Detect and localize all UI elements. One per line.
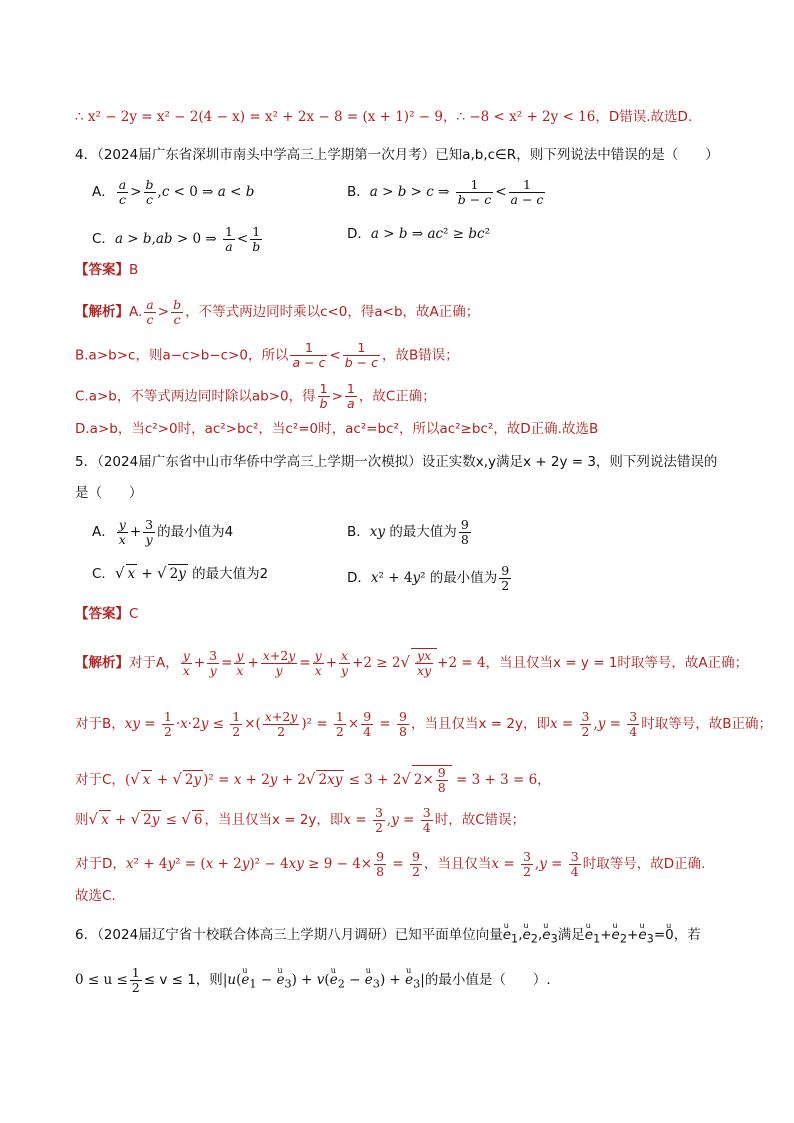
q5-option-b: B．xy 的最大值为 $\frac{9}{8}$ xyxy=(347,517,469,547)
q4-option-a: A． $\frac{a}{c}$ > $\frac{b}{c}$ ,c < 0 ⇒ a < b xyxy=(92,177,255,207)
q4-answer-value: B xyxy=(129,262,139,278)
q5-answer: 【答案】C xyxy=(75,606,139,622)
q5-number: 5． xyxy=(75,454,98,470)
q5-analysis-a: 【解析】对于A， $\frac{y}{x}$ + $\frac{3}{y}$ = $\frac{y}{x}$ + $\frac{x+2y}{y}$ = $\frac{y}{x}$ + $\frac{x}{y}$ +2 ≥ 2√ $\frac{yx}{xy}$ +2 = 4，当且仅当x = y = 1时取等号，故A正确； xyxy=(75,648,749,678)
q3-conclusion-line xyxy=(75,108,692,126)
q4-option-a-label: A． xyxy=(92,184,115,200)
q5-question: 设正实数x,y满足x + 2y = 3，则下列说法错误的 xyxy=(421,454,718,470)
q5-analysis-b: 对于B，xy = $\frac{1}{2}$ ·x·2y ≤ $\frac{1}{2}$ ×( $\frac{x+2y}{2}$ )² = $\frac{1}{2}$ × $\frac{9}{4}$ = $\frac{9}{8}$ ，当且仅当x = 2y，即x = $\frac{3}{2}$ ,y = $\frac{3}{4}$ 时取等号，故B正确； xyxy=(75,709,773,739)
q5-option-a: A． $\frac{y}{x}$ + $\frac{3}{y}$ 的最小值为4 xyxy=(92,517,234,547)
q4-stem xyxy=(75,146,719,164)
q4-analysis-b: B.a>b>c，则a−c>b−c>0，所以 $\frac{1}{a - c}$ < $\frac{1}{b - c}$ ，故B错误； xyxy=(75,340,459,370)
q5-final: 故选C. xyxy=(75,888,116,904)
q3-conclusion: D错误.故选D. xyxy=(608,109,693,125)
q4-option-c: C．a > b,ab > 0 ⇒ $\frac{1}{a}$ < $\frac{1}{b}$ xyxy=(92,224,261,254)
q4-analysis-tag: 【解析】 xyxy=(75,304,129,320)
q5-source: （2024届广东省中山市华侨中学高三上学期一次模拟） xyxy=(97,454,422,470)
q5-analysis-d: 对于D，x² + 4y² = (x + 2y)² − 4xy ≥ 9 − 4× $\frac{9}{8}$ = $\frac{9}{2}$ ，当且仅当x = $\frac{3}{2}$ ,y = $\frac{3}{4}$ 时取等号，故D正确. xyxy=(75,849,706,879)
q4-option-d-label: D． xyxy=(347,226,371,242)
q4-source: （2024届广东省深圳市南头中学高三上学期第一次月考） xyxy=(97,147,436,163)
q3-expression: ∴ x² − 2y = x² − 2(4 − x) = x² + 2x − 8 = (x + 1)² − 9，∴ −8 < x² + 2y < 16， xyxy=(75,109,609,125)
q5-option-c: C．√ x + √ 2y 的最大值为2 xyxy=(92,564,269,582)
q4-option-c-label: C． xyxy=(92,231,115,247)
q5-stem-2: 是（ ） xyxy=(75,485,143,501)
q4-question: 已知a,b,c∈R，则下列说法中错误的是（ ） xyxy=(435,147,719,163)
q4-option-d: D．a > b ⇒ ac² ≥ bc² xyxy=(347,226,490,242)
q4-option-b: B．a > b > c ⇒ $\frac{1}{b - c}$ < $\frac{1}{a - c}$ xyxy=(347,177,544,207)
q4-answer-tag: 【答案】 xyxy=(75,262,129,278)
q4-analysis-a: 【解析】A. $\frac{a}{c}$ > $\frac{b}{c}$ ，不等式两边同时乘以c<0，得a<b，故A正确； xyxy=(75,297,480,327)
q5-analysis-c: 对于C，(√ x + √ 2y )² = x + 2y + 2√ 2xy ≤ 3 + 2√ 2× $\frac{9}{8}$ = 3 + 3 = 6， xyxy=(75,765,551,795)
q4-number: 4． xyxy=(75,147,98,163)
q6-stem: 6．（2024届辽宁省十校联合体高三上学期八月调研）已知平面单位向量u $e_1,u$ $e_2,u$ $e_3$满足u $e_1+u$ $e_2+u$ $e_3=u$ 0，若 xyxy=(75,926,701,949)
q4-answer xyxy=(75,261,138,279)
q4-analysis-c: C.a>b，不等式两边同时除以ab>0，得 $\frac{1}{b}$ > $\frac{1}{a}$ ，故C正确； xyxy=(75,381,436,411)
q5-stem xyxy=(75,453,717,471)
q6-stem-2: 0 ≤ u ≤ $\frac{1}{2}$ ≤ v ≤ 1，则|u(u $e_1 - u$ $e_3) + v(u$ $e_2 - u$ $e_3) + u$ $e_3|$的最小值是（ ）. xyxy=(75,966,551,995)
q5-option-d: D．x² + 4y² 的最小值为 $\frac{9}{2}$ xyxy=(347,563,510,593)
q4-analysis-d: D.a>b，当c²>0时，ac²>bc²，当c²=0时，ac²=bc²，所以ac²≥bc²，故D正确.故选B xyxy=(75,421,599,437)
q5-analysis-c2: 则√ x + √ 2y ≤ √ 6 ，当且仅当x = 2y，即x = $\frac{3}{2}$ ,y = $\frac{3}{4}$ 时，故C错误； xyxy=(75,805,526,835)
q4-option-b-label: B． xyxy=(347,184,370,200)
